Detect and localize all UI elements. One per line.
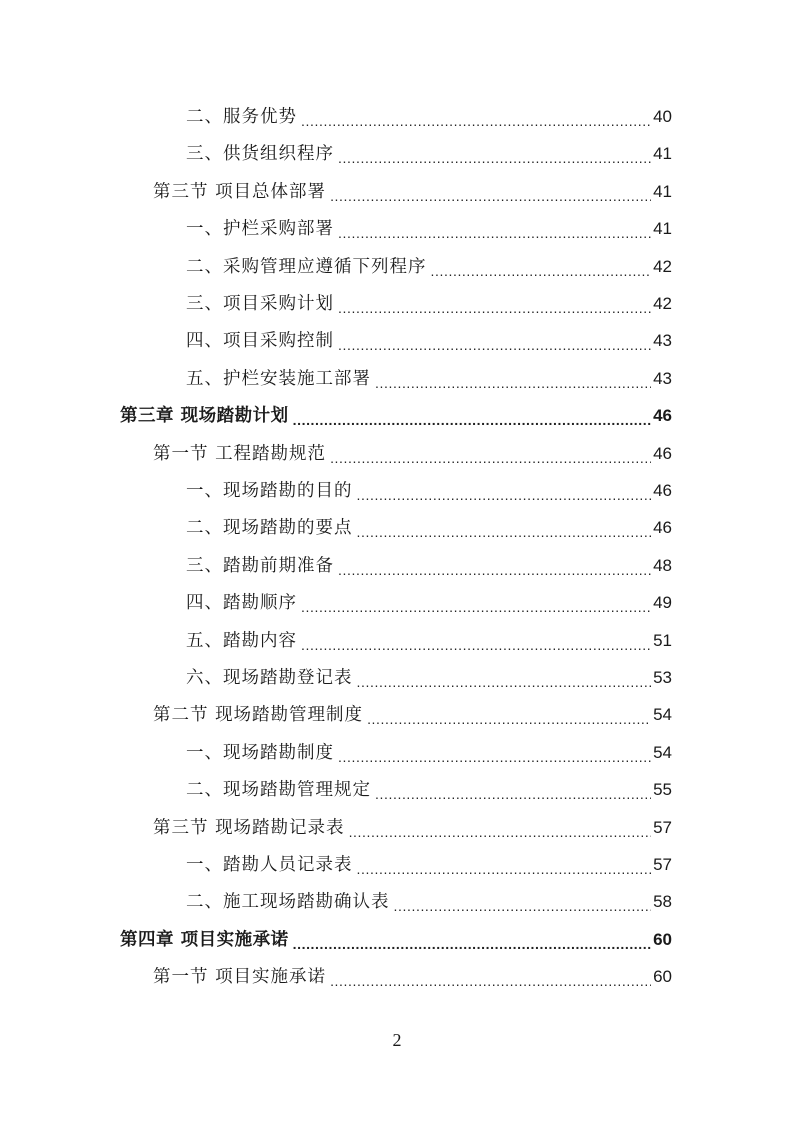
toc-entry[interactable]	[186, 850, 672, 880]
toc-entry-title: 二、采购管理应遵循下列程序	[186, 256, 427, 277]
dot-leader	[301, 634, 651, 656]
toc-entry[interactable]	[186, 214, 672, 244]
dot-leader	[357, 671, 652, 693]
dot-leader	[357, 484, 652, 506]
toc-entry-page: 57	[653, 817, 672, 837]
dot-leader	[338, 147, 651, 169]
page-number: 2	[392, 1030, 402, 1050]
toc-entry-page: 46	[653, 481, 672, 500]
toc-entry-title: 二、服务优势	[186, 107, 297, 127]
toc-entry[interactable]	[153, 700, 672, 730]
toc-entry[interactable]	[153, 439, 672, 469]
toc-entry-page: 46	[653, 443, 672, 463]
toc-entry-page: 41	[653, 144, 672, 164]
toc-chapter[interactable]	[120, 925, 672, 955]
dot-leader	[301, 596, 651, 618]
toc-entry-page: 43	[653, 331, 672, 351]
dot-leader	[375, 783, 651, 805]
dot-leader	[394, 895, 652, 917]
toc-entry[interactable]	[186, 139, 672, 169]
toc-entry-page: 41	[653, 219, 672, 239]
dot-leader	[338, 334, 651, 356]
toc-entry-title: 六、现场踏勘登记表	[186, 668, 353, 688]
toc-entry-title: 第三节 现场踏勘记录表	[153, 817, 345, 838]
dot-leader	[330, 447, 651, 469]
toc-entry[interactable]	[186, 551, 672, 581]
dot-leader	[357, 858, 652, 880]
toc-entry[interactable]	[186, 252, 672, 282]
dot-leader	[293, 409, 651, 431]
toc-entry-title: 三、踏勘前期准备	[186, 555, 334, 576]
toc-entry[interactable]	[186, 102, 672, 132]
toc-entry-page: 55	[653, 780, 672, 800]
toc-entry-title: 五、踏勘内容	[186, 630, 297, 651]
toc-entry[interactable]	[186, 626, 672, 656]
toc-entry-title: 三、供货组织程序	[186, 144, 334, 165]
toc-entry[interactable]	[153, 813, 672, 843]
dot-leader	[338, 222, 651, 244]
toc-entry-page: 54	[653, 705, 672, 725]
toc-entry-title: 第三章 现场踏勘计划	[120, 406, 289, 427]
toc-entry-title: 一、踏勘人员记录表	[186, 855, 353, 875]
dot-leader	[367, 708, 651, 730]
toc-entry-title: 一、现场踏勘的目的	[186, 481, 353, 501]
toc-entry-page: 49	[653, 593, 672, 613]
toc-entry-title: 二、现场踏勘的要点	[186, 518, 353, 539]
toc-entry-page: 53	[653, 668, 672, 687]
toc-entry-page: 54	[653, 742, 672, 762]
toc-entry[interactable]	[153, 962, 672, 992]
dot-leader	[338, 297, 651, 319]
toc-entry-page: 46	[653, 406, 672, 426]
toc-entry-page: 51	[653, 630, 672, 650]
toc-entry-title: 一、现场踏勘制度	[186, 742, 334, 763]
toc-entry-title: 五、护栏安装施工部署	[186, 368, 371, 389]
dot-leader	[338, 746, 651, 768]
toc-entry-page: 41	[653, 181, 672, 201]
toc-entry-title: 第四章 项目实施承诺	[120, 929, 289, 950]
toc-entry-title: 一、护栏采购部署	[186, 219, 334, 240]
toc-entry[interactable]	[153, 177, 672, 207]
toc-entry-page: 42	[653, 256, 672, 276]
toc-entry[interactable]	[186, 289, 672, 319]
dot-leader	[375, 372, 651, 394]
toc-entry[interactable]	[186, 588, 672, 618]
dot-leader	[338, 559, 651, 581]
toc-entry-title: 三、项目采购计划	[186, 294, 334, 314]
toc-entry[interactable]	[186, 326, 672, 356]
toc-entry-title: 四、踏勘顺序	[186, 593, 297, 614]
toc-entry-title: 第三节 项目总体部署	[153, 181, 327, 202]
dot-leader	[431, 260, 652, 282]
toc-entry[interactable]	[186, 738, 672, 768]
toc-entry-page: 60	[653, 929, 672, 949]
toc-entry[interactable]	[186, 887, 672, 917]
toc-entry[interactable]	[186, 513, 672, 543]
toc-entry[interactable]	[186, 476, 672, 506]
toc-entry-title: 四、项目采购控制	[186, 331, 334, 352]
toc-entry-title: 二、施工现场踏勘确认表	[186, 892, 390, 913]
toc-entry-title: 第二节 现场踏勘管理制度	[153, 705, 364, 726]
toc-entry-page: 58	[653, 892, 672, 912]
dot-leader	[293, 933, 651, 955]
toc-chapter[interactable]	[120, 401, 672, 431]
dot-leader	[357, 521, 652, 543]
toc-entry-page: 43	[653, 368, 672, 388]
toc-entry[interactable]	[186, 364, 672, 394]
dot-leader	[330, 970, 651, 992]
toc-entry-page: 42	[653, 294, 672, 313]
toc-entry-page: 48	[653, 555, 672, 575]
toc-entry-page: 40	[653, 107, 672, 126]
toc-entry-title: 二、现场踏勘管理规定	[186, 780, 371, 801]
dot-leader	[301, 110, 651, 132]
toc-entry-page: 46	[653, 518, 672, 538]
toc-entry-title: 第一节 项目实施承诺	[153, 967, 327, 988]
toc-entry-title: 第一节 工程踏勘规范	[153, 443, 327, 464]
toc-entry-page: 57	[653, 855, 672, 874]
toc-entry[interactable]	[186, 663, 672, 693]
toc-entry-page: 60	[653, 967, 672, 987]
toc-entry[interactable]	[186, 775, 672, 805]
dot-leader	[349, 821, 652, 843]
dot-leader	[330, 185, 651, 207]
